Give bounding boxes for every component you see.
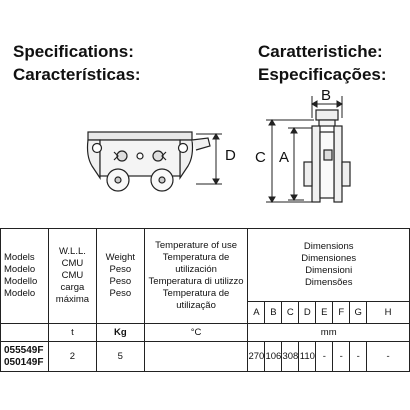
units-wll: t (48, 324, 96, 342)
row-dim-d: 110 (299, 342, 316, 372)
model-numbers: 055549F 050149F (1, 342, 49, 372)
row-dim-b: 106 (265, 342, 282, 372)
units-weight: Kg (96, 324, 144, 342)
dim-col-c: C (282, 302, 299, 324)
specifications-heading-it: Caratteristiche: (258, 42, 383, 61)
row-weight: 5 (96, 342, 144, 372)
row-dim-g: - (350, 342, 367, 372)
units-models (1, 324, 49, 342)
dimension-b-label: B (321, 88, 332, 104)
dim-col-f: F (333, 302, 350, 324)
dimension-a-label: A (279, 149, 290, 166)
dim-col-d: D (299, 302, 316, 324)
row-dim-e: - (316, 342, 333, 372)
dim-col-h: H (367, 302, 410, 324)
temperature-header: Temperature of use Temperatura de utilización Temperatura di utilizzo Temperatura de utilização (144, 229, 248, 324)
dimensions-header: Dimensions Dimensiones Dimensioni Dimensões (248, 229, 410, 302)
dim-col-a: A (248, 302, 265, 324)
specifications-heading-en: Specifications: (13, 42, 134, 61)
row-dim-f: - (333, 342, 350, 372)
dimension-d-label: D (225, 147, 236, 164)
trolley-front-view (304, 110, 350, 202)
dimension-c-marker (266, 120, 314, 202)
models-header: Models Modelo Modello Modelo (1, 229, 49, 324)
specifications-heading-es: Características: (13, 65, 141, 84)
dim-col-b: B (265, 302, 282, 324)
trolley-technical-drawing (0, 88, 410, 218)
row-temperature (144, 342, 248, 372)
weight-header: Weight Peso Peso Peso (96, 229, 144, 324)
row-dim-h: - (367, 342, 410, 372)
dim-col-e: E (316, 302, 333, 324)
row-dim-a: 270 (248, 342, 265, 372)
specifications-table (0, 228, 410, 372)
row-wll: 2 (48, 342, 96, 372)
row-dim-c: 308 (282, 342, 299, 372)
specifications-heading-pt: Especificações: (258, 65, 387, 84)
dimension-c-label: C (255, 149, 266, 166)
units-temperature: °C (144, 324, 248, 342)
wll-header: W.L.L. CMU CMU carga máxima (48, 229, 96, 324)
dim-col-g: G (350, 302, 367, 324)
units-dimensions: mm (248, 324, 410, 342)
trolley-side-view (88, 132, 211, 191)
